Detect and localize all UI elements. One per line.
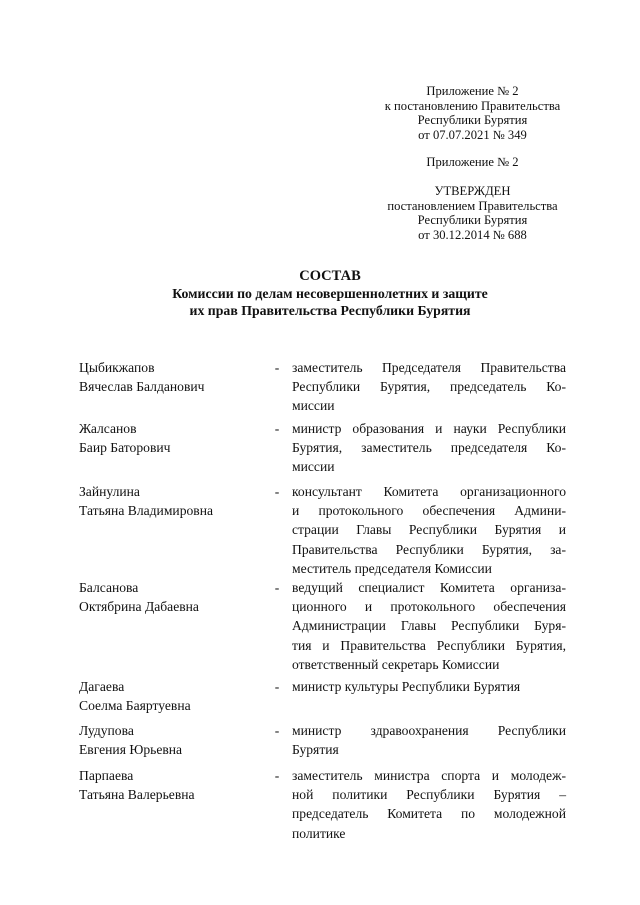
appendix-republic: Республики Бурятия [417,113,528,128]
member-dash: - [274,484,280,499]
member-position-line: консультант Комитета организационного [292,484,566,499]
appendix-header [360,84,585,142]
member-given-name: Баир Баторович [79,440,171,456]
member-position-line: и протокольного обеспечения Админи- [292,503,566,519]
document-title [60,268,600,319]
member-dash: - [274,768,280,783]
title-line-3: их прав Правительства Республики Бурятия [189,303,471,318]
member-position [292,721,566,759]
member-name [79,677,269,715]
member-position [292,358,566,416]
title-main: СОСТАВ [299,268,361,284]
member-position-line: миссии [292,459,335,475]
member-name [79,721,269,759]
member-position-line: Правительства Республики Бурятия, за- [292,541,566,557]
member-surname: Жалсанов [79,421,137,436]
member-position-line: миссии [292,398,335,414]
member-position-line: заместитель Председателя Правительства [292,360,566,375]
member-given-name: Евгения Юрьевна [79,742,183,758]
member-name [79,766,269,804]
member-given-name: Октябрина Дабаевна [79,599,199,615]
member-position [292,677,566,696]
member-dash: - [274,723,280,738]
approval-block [360,184,585,242]
member-dash: - [274,580,280,595]
member-name [79,358,269,396]
member-position-line: Бурятия [292,742,339,758]
member-dash: - [274,421,280,436]
member-dash: - [274,360,280,375]
member-position-line: председатель Комитета по молодежной [292,806,566,822]
member-surname: Дагаева [79,679,125,694]
member-position [292,482,566,578]
member-name [79,419,269,457]
member-surname: Цыбикжапов [79,360,155,375]
member-position-line: министр образования и науки Республики [292,421,566,436]
member-position-line: ной политики Республики Бурятия – [292,787,566,803]
member-position-line: министр здравоохранения Республики [292,723,566,738]
approval-word: УТВЕРЖДЕН [434,184,511,198]
approval-date-number: от 30.12.2014 № 688 [418,227,527,242]
member-position-line: Республики Бурятия, председатель Ко- [292,379,566,395]
member-position-line: Администрации Главы Республики Буря- [292,618,566,634]
approval-resolution: постановлением Правительства [387,198,558,213]
member-position-line: ционного и протокольного обеспечения [292,599,566,615]
member-name [79,578,269,616]
member-position-line: меститель председателя Комиссии [292,560,492,576]
appendix-sub [360,155,585,170]
member-position [292,578,566,674]
appendix-date-number: от 07.07.2021 № 349 [418,127,527,142]
member-surname: Лудупова [79,723,134,738]
member-position [292,766,566,843]
member-surname: Зайнулина [79,484,140,499]
member-position-line: политике [292,825,346,841]
member-given-name: Татьяна Владимировна [79,503,214,519]
member-position-line: ведущий специалист Комитета организа- [292,580,566,595]
member-given-name: Татьяна Валерьевна [79,787,195,803]
member-given-name: Соелма Баяртуевна [79,698,191,714]
member-position-line: страции Главы Республики Бурятия и [292,522,566,538]
title-line-2: Комиссии по делам несовершеннолетних и защите [172,286,488,301]
approval-republic: Республики Бурятия [417,213,528,228]
appendix-number: Приложение № 2 [426,84,519,98]
appendix-sub-number: Приложение № 2 [426,155,519,169]
member-given-name: Вячеслав Балданович [79,379,205,395]
member-position-line: заместитель министра спорта и молодеж- [292,768,566,783]
appendix-resolution-ref: к постановлению Правительства [384,98,561,113]
member-position-line: министр культуры Республики Бурятия [292,679,521,694]
member-surname: Балсанова [79,580,139,595]
member-position-line: ответственный секретарь Комиссии [292,656,500,672]
member-dash: - [274,679,280,694]
member-surname: Парпаева [79,768,134,783]
member-name [79,482,269,520]
member-position-line: Бурятия, заместитель председателя Ко- [292,440,566,456]
member-position [292,419,566,477]
member-position-line: тия и Правительства Республики Бурятия, [292,637,566,653]
